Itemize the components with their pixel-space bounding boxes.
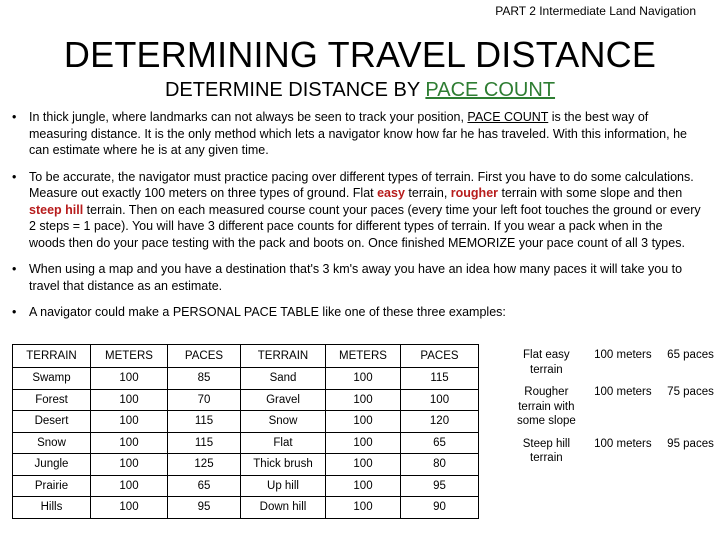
table-row [13, 368, 479, 390]
bullet-accuracy-text-2: terrain, [404, 186, 451, 200]
table-cell: 100 [326, 497, 401, 519]
table-cell: Jungle [13, 454, 91, 476]
table-cell: 115 [401, 368, 479, 390]
table-cell: 100 [91, 411, 168, 433]
header-terrain: TERRAIN [13, 345, 91, 368]
table-cell: 100 [326, 432, 401, 454]
bullet-symbol: • [12, 169, 17, 184]
bullet-map [12, 261, 702, 294]
table-cell: 100 [91, 389, 168, 411]
table-cell: 100 [91, 432, 168, 454]
table-cell: 115 [168, 411, 241, 433]
bullet-jungle-text-2: is the best way of measuring distance. It is the only method which lets a navigator know how far he has traveled. With this information, he can estimate where he is at any given time. [29, 110, 687, 157]
table-row [13, 411, 479, 433]
bullet-personal-table [12, 304, 702, 321]
table-cell: 125 [168, 454, 241, 476]
pace-table [12, 344, 479, 519]
table-cell: 100 [91, 454, 168, 476]
table-cell: 100 meters [594, 437, 652, 450]
table-row [508, 381, 720, 433]
table-cell: 100 [326, 389, 401, 411]
table-cell: 100 [326, 475, 401, 497]
table-cell: Flat [241, 432, 326, 454]
bullet-accuracy-rougher: rougher [450, 186, 499, 200]
bullet-jungle [12, 109, 702, 159]
table-cell: 80 [401, 454, 479, 476]
table-cell: 75 paces [667, 386, 714, 398]
table-cell: Prairie [13, 475, 91, 497]
bullet-symbol: • [12, 110, 17, 124]
table-cell: Up hill [241, 475, 326, 497]
header-terrain-2: TERRAIN [241, 345, 326, 368]
pace-table-header-row [13, 345, 479, 368]
table-cell: 70 [168, 389, 241, 411]
table-cell: Hills [13, 497, 91, 519]
bullet-accuracy-text-4: terrain. Then on each measured course count your paces (every time your left foot touches the ground or every 2 steps = 1 pace). You will have 3 different pace counts for different types of terrain. If you wear a pack when in the woods then do your pace testing with the pack and boots on. Once finished MEMORIZE your pace count of all 3 types. [29, 202, 701, 250]
bullet-accuracy-text-3: terrain with some slope and then [498, 186, 683, 200]
table-row [13, 432, 479, 454]
table-row [13, 497, 479, 519]
table-row [13, 389, 479, 411]
part-header: PART 2 Intermediate Land Navigation [495, 4, 696, 18]
bullet-symbol: • [12, 305, 17, 319]
table-cell: 65 [401, 432, 479, 454]
bullet-jungle-pace-count: PACE COUNT [467, 110, 549, 124]
table-cell: 100 [91, 497, 168, 519]
page-subtitle [0, 79, 720, 102]
table-cell: 85 [168, 368, 241, 390]
page-title: DETERMINING TRAVEL DISTANCE [63, 34, 657, 75]
table-cell: 100 meters [594, 349, 652, 361]
table-cell: 65 paces [667, 349, 714, 361]
table-cell: 90 [401, 497, 479, 519]
table-cell: 100 meters [594, 386, 652, 398]
table-cell: Flat easy terrain [523, 349, 570, 376]
bullet-accuracy-easy: easy [377, 186, 405, 200]
table-cell: 95 [401, 475, 479, 497]
table-cell: Rougher terrain with some slope [516, 386, 576, 427]
table-cell: Sand [241, 368, 326, 390]
table-cell: 100 [326, 368, 401, 390]
table-cell: 95 paces [667, 437, 714, 450]
table-row [13, 475, 479, 497]
table-cell: Desert [13, 411, 91, 433]
simple-pace-table [508, 344, 720, 470]
header-paces-2: PACES [401, 345, 479, 368]
table-cell: Snow [241, 411, 326, 433]
table-cell: 100 [91, 368, 168, 390]
table-cell: 100 [91, 475, 168, 497]
table-cell: Snow [13, 432, 91, 454]
bullet-list [12, 109, 702, 331]
table-cell: Steep hill terrain [522, 437, 571, 464]
header-meters: METERS [91, 345, 168, 368]
table-cell: 95 [168, 497, 241, 519]
table-cell: 65 [168, 475, 241, 497]
bullet-accuracy-steep-hill: steep hill [29, 202, 84, 217]
table-cell: 100 [401, 389, 479, 411]
table-cell: Swamp [13, 368, 91, 390]
table-cell: Thick brush [241, 454, 326, 476]
table-cell: Gravel [241, 389, 326, 411]
bullet-jungle-text-1: In thick jungle, where landmarks can not always be seen to track your position, [29, 110, 468, 124]
table-row [508, 344, 720, 381]
table-cell: 100 [326, 411, 401, 433]
header-meters-2: METERS [326, 345, 401, 368]
bullet-map-text: When using a map and you have a destination that's 3 km's away you have an idea how many paces it will take you to travel that distance as an estimate. [29, 262, 683, 293]
bullet-accuracy-text-1: To be accurate, the navigator must practice pacing over different types of terrain. First you have to do some calculations. Measure out exactly 100 meters on three types of ground. Flat [29, 169, 694, 200]
bullet-accuracy [12, 169, 702, 252]
subtitle-prefix: DETERMINE DISTANCE BY [164, 79, 426, 101]
header-paces: PACES [168, 345, 241, 368]
table-cell: 115 [168, 432, 241, 454]
simple-pace-table-wrapper [508, 344, 720, 470]
table-cell: Forest [13, 389, 91, 411]
subtitle-pace-count: PACE COUNT [425, 79, 556, 101]
table-row [13, 454, 479, 476]
table-cell: 120 [401, 411, 479, 433]
pace-table-wrapper [12, 344, 479, 519]
table-row [508, 433, 720, 470]
table-cell: 100 [326, 454, 401, 476]
bullet-personal-table-text: A navigator could make a PERSONAL PACE TABLE like one of these three examples: [29, 305, 506, 319]
table-cell: Down hill [241, 497, 326, 519]
bullet-symbol: • [12, 262, 17, 276]
